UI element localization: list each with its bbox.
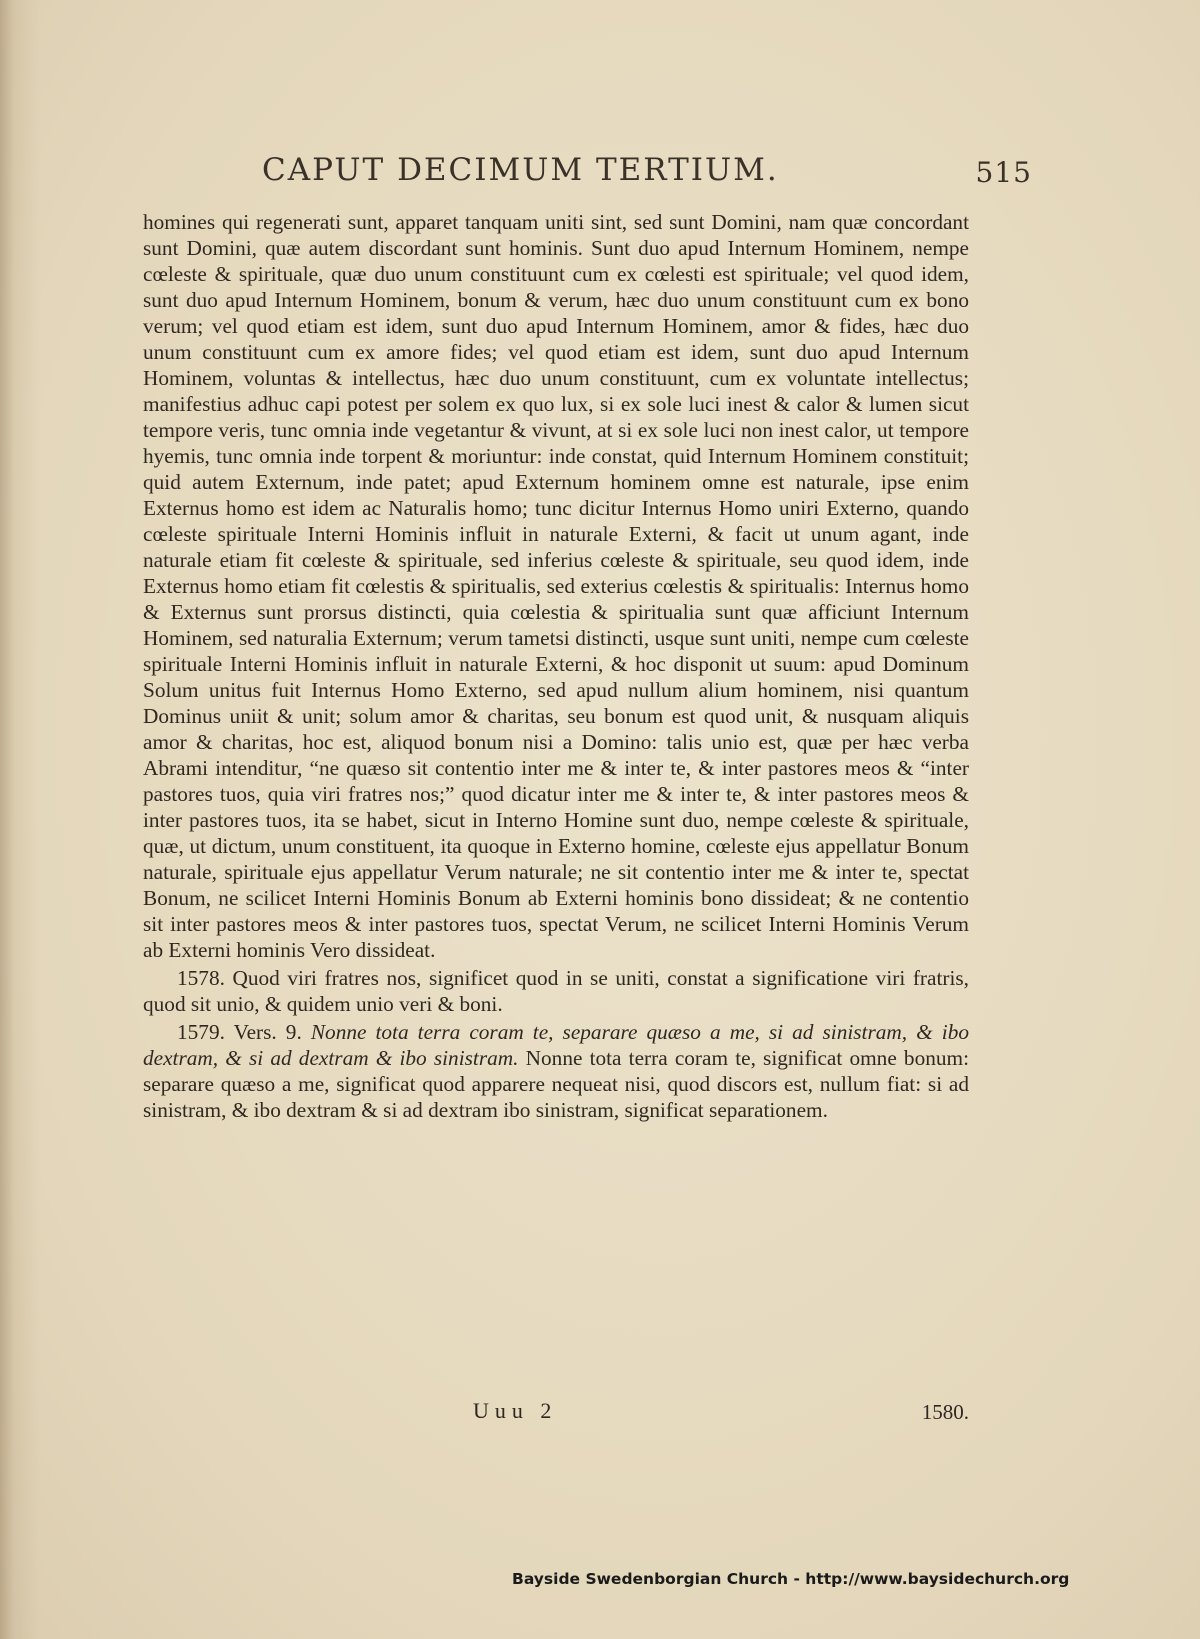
page-footer bbox=[143, 1398, 969, 1428]
paragraph-1579 bbox=[143, 1019, 969, 1123]
signature-mark: Uuu 2 bbox=[473, 1398, 558, 1423]
body-text bbox=[143, 209, 969, 1123]
catchword: 1580. bbox=[921, 1400, 969, 1424]
source-watermark: Bayside Swedenborgian Church - http://www.baysidechurch.org bbox=[512, 1570, 1070, 1588]
verse-quotation: Nonne tota terra coram te, separare quæso a me, si ad sinistram, & ibo dextram, & si ad dextram & ibo sinistram. bbox=[143, 1020, 969, 1070]
paragraph-1578: 1578. Quod viri fratres nos, significet quod in se uniti, constat a significatione viri fratris, quod sit unio, & quidem unio veri & boni. bbox=[143, 966, 969, 1016]
verse-reference: 1579. Vers. 9. bbox=[177, 1020, 302, 1044]
verse-exposition: Nonne tota terra coram te, significat omne bonum: separare quæso a me, significat quod apparere nequeat nisi, quod discors est, nullum fiat: si ad sinistram, & ibo dextram & si ad dextram ibo sinistram, significat separationem. bbox=[143, 1046, 970, 1122]
chapter-title: CAPUT DECIMUM TERTIUM. bbox=[262, 152, 779, 188]
paragraph-continuation: homines qui regenerati sunt, apparet tanquam uniti sint, sed sunt Domini, nam quæ concordant sunt Domini, quæ autem discordant sunt hominis. Sunt duo apud Internum Hominem, nempe cœleste & spirituale, quæ duo unum constituunt cum ex cœlesti est spirituale; vel quod idem, sunt duo apud Internum Hominem, bonum & verum, hæc duo unum constituunt cum ex bono verum; vel quod etiam est idem, sunt duo apud Internum Hominem, amor & fides, hæc duo unum constituunt cum ex amore fides; vel quod etiam est idem, sunt duo apud Internum Hominem, voluntas & intellectus, hæc duo unum constituunt, cum ex voluntate intellectus; manifestius adhuc capi potest per solem ex quo lux, si ex sole luci inest & calor & lumen sicut tempore veris, tunc omnia inde vegetantur & vivunt, at si ex sole luci non inest calor, ut tempore hyemis, tunc omnia inde torpent & moriuntur: inde constat, quid Internum Hominem constituit; quid autem Externum, inde patet; apud Externum hominem omne est naturale, ipse enim Externus homo est idem ac Naturalis homo; tunc dicitur Internus Homo uniri Externo, quando cœleste spirituale Interni Hominis influit in naturale Externi, & facit ut unum agant, inde naturale etiam fit cœleste & spirituale, sed inferius cœleste & spirituale, seu quod idem, inde Externus homo etiam fit cœlestis & spiritualis, sed exterius cœlestis & spiritualis: Internus homo & Externus sunt prorsus distincti, quia cœlestia & spiritualia sunt quæ afficiunt Internum Hominem, sed naturalia Externum; verum tametsi distincti, usque sunt uniti, nempe cum cœleste spirituale Interni Hominis influit in naturale Externi, & hoc disponit ut suum: apud Dominum Solum unitus fuit Internus Homo Externo, sed apud nullum alium hominem, nisi quantum Dominus uniit & unit; solum amor & charitas, seu bonum est quod unit, & nusquam aliquis amor & charitas, hoc est, aliquod bonum nisi a Domino: talis unio est, quæ per hæc verba Abrami intenditur, “ne quæso sit contentio inter me & inter te, & inter pastores meos & “inter pastores tuos, quia viri fratres nos;” quod dicatur inter me & inter te, & inter pastores meos & inter pastores tuos, ita se habet, sicut in Interno Homine sunt duo, nempe cœleste & spirituale, quæ, ut dictum, unum constituent, ita quoque in Externo homine, cœleste ejus appellatur Bonum naturale, spirituale ejus appellatur Verum naturale; ne sit contentio inter me & inter te, spectat Bonum, ne scilicet Interni Hominis Bonum ab Externi hominis bono dissideat; & ne contentio sit inter pastores meos & inter pastores tuos, spectat Verum, ne scilicet Interni Hominis Verum ab Externi hominis Vero dissideat. bbox=[143, 210, 969, 962]
page-number: 515 bbox=[975, 156, 1032, 189]
